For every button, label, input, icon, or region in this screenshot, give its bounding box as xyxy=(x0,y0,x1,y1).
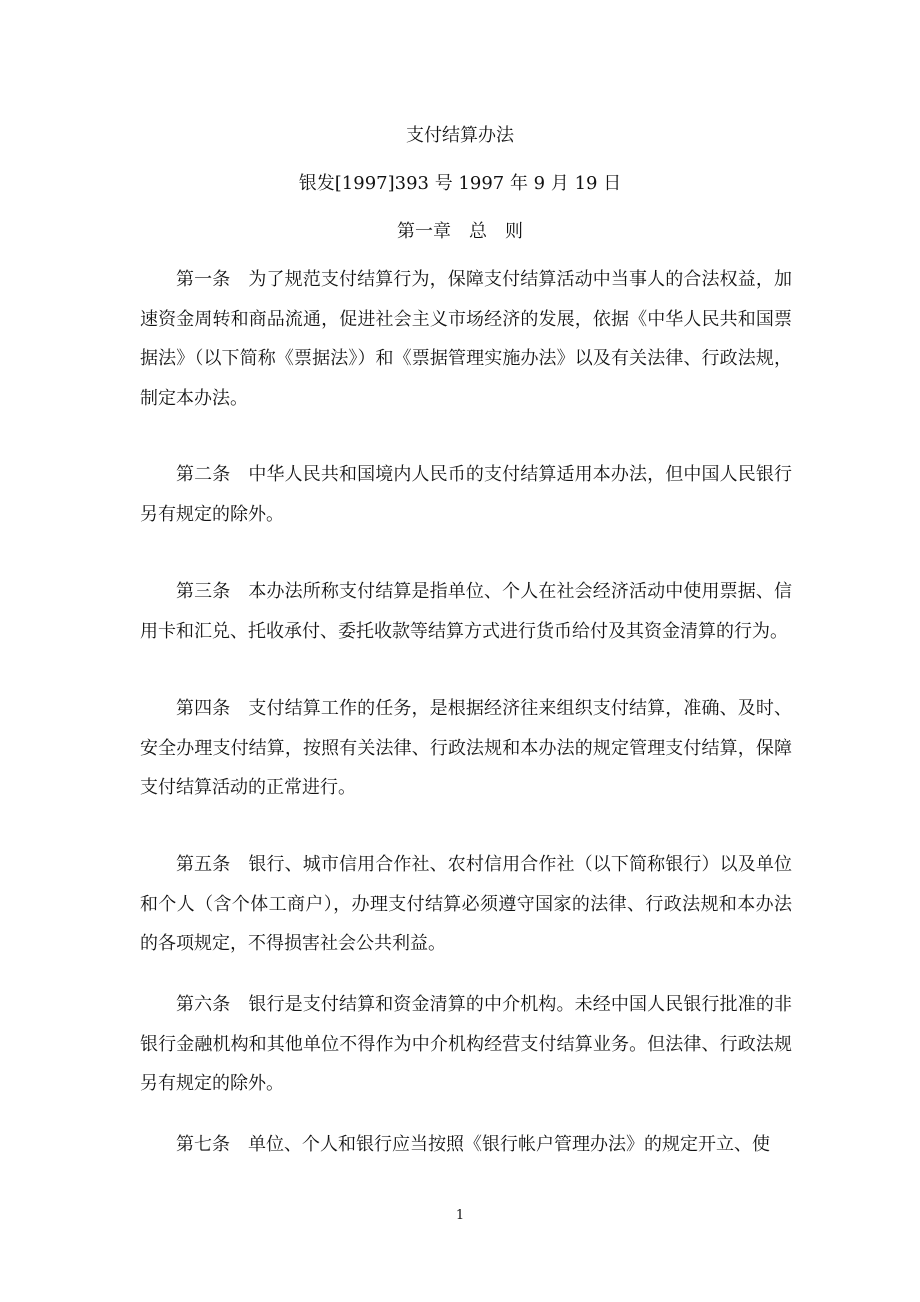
article-label: 第二条 xyxy=(176,464,231,485)
article-1 xyxy=(140,260,792,418)
article-text: 支付结算工作的任务，是根据经济往来组织支付结算，准确、及时、安全办理支付结算，按照有关法律、行政法规和本办法的规定管理支付结算，保障支付结算活动的正常进行。 xyxy=(140,698,792,798)
document-title: 支付结算办法 xyxy=(406,125,514,146)
article-4 xyxy=(140,689,792,808)
article-label: 第三条 xyxy=(176,581,231,602)
article-label: 第五条 xyxy=(176,854,231,875)
article-text: 银行、城市信用合作社、农村信用合作社（以下简称银行）以及单位和个人（含个体工商户），办理支付结算必须遵守国家的法律、行政法规和本办法的各项规定，不得损害社会公共利益。 xyxy=(140,854,792,954)
article-label: 第七条 xyxy=(176,1134,230,1155)
article-text: 中华人民共和国境内人民币的支付结算适用本办法，但中国人民银行另有规定的除外。 xyxy=(140,464,792,525)
article-3 xyxy=(140,572,792,651)
article-text: 单位、个人和银行应当按照《银行帐户管理办法》的规定开立、使 xyxy=(248,1134,770,1155)
article-text: 为了规范支付结算行为，保障支付结算活动中当事人的合法权益，加速资金周转和商品流通，促进社会主义市场经济的发展，依据《中华人民共和国票据法》（以下简称《票据法》）和《票据管理实施办法》以及有关法律、行政法规，制定本办法。 xyxy=(140,269,792,409)
article-label: 第六条 xyxy=(176,994,231,1015)
article-text: 银行是支付结算和资金清算的中介机构。未经中国人民银行批准的非银行金融机构和其他单位不得作为中介机构经营支付结算业务。但法律、行政法规另有规定的除外。 xyxy=(140,994,792,1094)
article-2 xyxy=(140,455,792,534)
article-5 xyxy=(140,845,792,964)
article-6 xyxy=(140,985,792,1104)
article-label: 第四条 xyxy=(176,698,231,719)
article-text: 本办法所称支付结算是指单位、个人在社会经济活动中使用票据、信用卡和汇兑、托收承付、委托收款等结算方式进行货币给付及其资金清算的行为。 xyxy=(140,581,792,642)
page-number: 1 xyxy=(455,1208,465,1223)
article-label: 第一条 xyxy=(176,269,231,290)
chapter-heading: 第一章 总 则 xyxy=(397,221,523,242)
article-7 xyxy=(140,1125,792,1165)
document-number: 银发[1997]393 号 1997 年 9 月 19 日 xyxy=(298,173,622,194)
